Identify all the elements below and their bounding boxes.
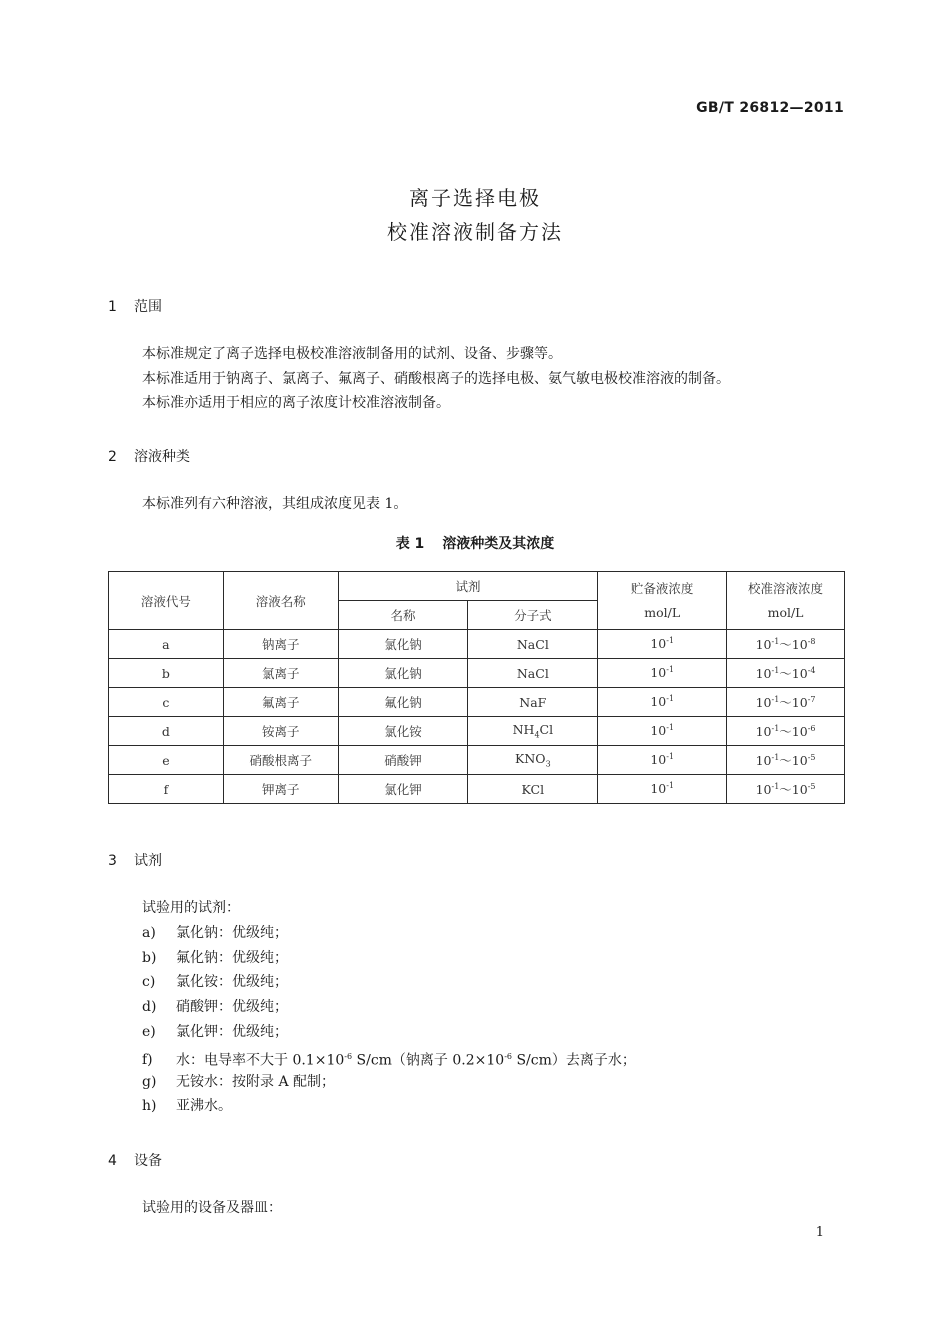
header-formula: 分子式 bbox=[468, 601, 598, 630]
header-stock-concentration bbox=[598, 572, 727, 630]
base: 10 bbox=[650, 781, 667, 797]
cell-calib bbox=[727, 630, 845, 659]
list-text: 氯化钾：优级纯； bbox=[176, 1023, 288, 1040]
range-separator: ～ bbox=[779, 782, 792, 797]
cell-name: 钾离子 bbox=[223, 775, 338, 804]
solutions-intro: 本标准列有六种溶液，其组成浓度见表 1。 bbox=[142, 496, 408, 512]
list-text: 氯化铵：优级纯； bbox=[176, 974, 288, 991]
exponent: -1 bbox=[666, 781, 675, 791]
list-label: h) bbox=[142, 1098, 157, 1115]
table-row bbox=[109, 659, 845, 688]
formula-main: NH bbox=[512, 722, 535, 738]
cell-stock bbox=[598, 659, 727, 688]
exponent: -8 bbox=[807, 636, 816, 646]
list-label: b) bbox=[142, 949, 157, 966]
formula-subscript: 4 bbox=[534, 730, 540, 740]
cell-formula: KCl bbox=[468, 775, 598, 804]
exponent: -1 bbox=[666, 694, 675, 704]
cell-code: e bbox=[109, 746, 224, 775]
list-text: 氯化钠：优级纯； bbox=[176, 924, 288, 941]
cell-code: d bbox=[109, 717, 224, 746]
cell-formula bbox=[468, 746, 598, 775]
table-header-row bbox=[109, 572, 845, 601]
table-row bbox=[109, 630, 845, 659]
section-title: 试剂 bbox=[134, 853, 162, 869]
header-stock-label: 贮备液浓度 bbox=[630, 580, 694, 596]
exponent: -1 bbox=[771, 752, 780, 762]
list-text: 无铵水：按附录 A 配制； bbox=[176, 1073, 336, 1090]
list-text: 硝酸钾：优级纯； bbox=[176, 999, 288, 1016]
header-name: 溶液名称 bbox=[223, 572, 338, 630]
cell-reagent: 氟化钠 bbox=[338, 688, 468, 717]
list-item bbox=[142, 1020, 636, 1045]
section-heading-solution-types bbox=[108, 446, 190, 466]
list-item bbox=[142, 970, 636, 995]
header-reagent-name: 名称 bbox=[338, 601, 468, 630]
exponent: -1 bbox=[666, 723, 675, 733]
list-item bbox=[142, 921, 636, 946]
standard-code: GB/T 26812—2011 bbox=[696, 100, 844, 116]
header-calibration-concentration bbox=[727, 572, 845, 630]
base: 10 bbox=[650, 694, 667, 710]
solution-table bbox=[108, 571, 845, 804]
exponent: -5 bbox=[807, 781, 816, 791]
scope-paragraph: 本标准亦适用于相应的离子浓度计校准溶液制备。 bbox=[142, 395, 450, 411]
section-number: 2 bbox=[108, 449, 117, 465]
base: 10 bbox=[650, 752, 667, 768]
range-separator: ～ bbox=[779, 724, 792, 739]
document-title-line1: 离子选择电极 bbox=[409, 186, 541, 210]
cell-calib bbox=[727, 688, 845, 717]
list-label: c) bbox=[142, 974, 156, 991]
cell-code: f bbox=[109, 775, 224, 804]
list-item bbox=[142, 1070, 636, 1095]
cell-code: a bbox=[109, 630, 224, 659]
range-separator: ～ bbox=[779, 695, 792, 710]
formula-tail: Cl bbox=[539, 722, 554, 738]
base: 10 bbox=[791, 724, 808, 739]
base: 10 bbox=[791, 666, 808, 681]
cell-formula: NaF bbox=[468, 688, 598, 717]
list-label: f) bbox=[142, 1052, 153, 1069]
section-number: 4 bbox=[108, 1153, 117, 1169]
table-row bbox=[109, 688, 845, 717]
list-item bbox=[142, 946, 636, 971]
list-item bbox=[142, 995, 636, 1020]
list-label: g) bbox=[142, 1073, 157, 1090]
scope-paragraph: 本标准规定了离子选择电极校准溶液制备用的试剂、设备、步骤等。 bbox=[142, 346, 562, 362]
cell-name: 铵离子 bbox=[223, 717, 338, 746]
cell-stock bbox=[598, 775, 727, 804]
cell-reagent: 硝酸钾 bbox=[338, 746, 468, 775]
header-reagent: 试剂 bbox=[338, 572, 598, 601]
list-text: 氟化钠：优级纯； bbox=[176, 949, 288, 966]
section-number: 1 bbox=[108, 299, 117, 315]
formula-subscript: 3 bbox=[545, 759, 551, 769]
exponent: -6 bbox=[807, 723, 816, 733]
cell-name: 氯离子 bbox=[223, 659, 338, 688]
cell-name: 硝酸根离子 bbox=[223, 746, 338, 775]
exponent: -1 bbox=[771, 694, 780, 704]
exponent: -1 bbox=[771, 636, 780, 646]
base: 10 bbox=[755, 724, 772, 739]
list-item bbox=[142, 1094, 636, 1119]
cell-stock bbox=[598, 717, 727, 746]
exponent: -1 bbox=[666, 752, 675, 762]
page-number: 1 bbox=[815, 1225, 824, 1240]
cell-formula: NaCl bbox=[468, 659, 598, 688]
section-title: 范围 bbox=[134, 299, 162, 315]
base: 10 bbox=[791, 637, 808, 652]
base: 10 bbox=[791, 695, 808, 710]
exponent: -6 bbox=[344, 1051, 353, 1061]
range-separator: ～ bbox=[779, 753, 792, 768]
base: 10 bbox=[755, 753, 772, 768]
list-label: d) bbox=[142, 999, 157, 1016]
table-row bbox=[109, 717, 845, 746]
exponent: -1 bbox=[771, 665, 780, 675]
cell-name: 钠离子 bbox=[223, 630, 338, 659]
cell-formula: NaCl bbox=[468, 630, 598, 659]
table-label: 表 1 bbox=[395, 536, 425, 552]
list-text: S/cm（钠离子 0.2×10 bbox=[352, 1052, 505, 1069]
cell-stock bbox=[598, 746, 727, 775]
scope-paragraph: 本标准适用于钠离子、氯离子、氟离子、硝酸根离子的选择电极、氨气敏电极校准溶液的制备。 bbox=[142, 370, 730, 387]
exponent: -4 bbox=[807, 665, 816, 675]
base: 10 bbox=[755, 637, 772, 652]
base: 10 bbox=[650, 636, 667, 652]
exponent: -7 bbox=[807, 694, 816, 704]
reagent-list bbox=[142, 896, 636, 1119]
base: 10 bbox=[791, 782, 808, 797]
list-text: 水：电导率不大于 0.1×10 bbox=[176, 1052, 345, 1069]
table-caption-text: 溶液种类及其浓度 bbox=[442, 536, 555, 552]
section-heading-equipment bbox=[108, 1150, 162, 1170]
cell-code: b bbox=[109, 659, 224, 688]
header-calib-label: 校准溶液浓度 bbox=[748, 580, 824, 596]
base: 10 bbox=[755, 695, 772, 710]
table-row bbox=[109, 746, 845, 775]
base: 10 bbox=[791, 753, 808, 768]
equipment-intro: 试验用的设备及器皿： bbox=[142, 1200, 282, 1216]
scope-paragraphs bbox=[142, 342, 730, 416]
reagent-list-intro: 试验用的试剂： bbox=[142, 900, 240, 916]
cell-calib bbox=[727, 746, 845, 775]
exponent: -1 bbox=[666, 636, 675, 646]
cell-name: 氟离子 bbox=[223, 688, 338, 717]
exponent: -1 bbox=[666, 665, 675, 675]
base: 10 bbox=[755, 782, 772, 797]
cell-calib bbox=[727, 717, 845, 746]
list-item bbox=[142, 1045, 636, 1070]
section-heading-scope bbox=[108, 296, 162, 316]
exponent: -6 bbox=[504, 1051, 512, 1061]
cell-calib bbox=[727, 775, 845, 804]
base: 10 bbox=[650, 665, 667, 681]
exponent: -5 bbox=[807, 752, 816, 762]
header-stock-unit: mol/L bbox=[644, 604, 681, 620]
list-label: a) bbox=[142, 924, 156, 941]
exponent: -1 bbox=[771, 781, 780, 791]
exponent: -1 bbox=[771, 723, 780, 733]
base: 10 bbox=[650, 723, 667, 739]
cell-reagent: 氯化钾 bbox=[338, 775, 468, 804]
base: 10 bbox=[755, 666, 772, 681]
range-separator: ～ bbox=[779, 637, 792, 652]
cell-calib bbox=[727, 659, 845, 688]
list-text: S/cm）去离子水； bbox=[512, 1052, 636, 1069]
header-calib-unit: mol/L bbox=[767, 604, 804, 620]
document-title-line2: 校准溶液制备方法 bbox=[387, 220, 563, 244]
table-caption bbox=[0, 533, 950, 553]
section-heading-reagents bbox=[108, 850, 162, 870]
list-label: e) bbox=[142, 1023, 156, 1040]
cell-stock bbox=[598, 688, 727, 717]
section-title: 溶液种类 bbox=[134, 449, 190, 465]
cell-reagent: 氯化铵 bbox=[338, 717, 468, 746]
cell-formula bbox=[468, 717, 598, 746]
cell-reagent: 氯化钠 bbox=[338, 659, 468, 688]
section-number: 3 bbox=[108, 853, 117, 869]
list-text: 亚沸水。 bbox=[176, 1098, 232, 1115]
cell-code: c bbox=[109, 688, 224, 717]
range-separator: ～ bbox=[779, 666, 792, 681]
cell-reagent: 氯化钠 bbox=[338, 630, 468, 659]
cell-stock bbox=[598, 630, 727, 659]
formula-main: KNO bbox=[515, 751, 546, 767]
section-title: 设备 bbox=[134, 1153, 162, 1169]
header-code: 溶液代号 bbox=[109, 572, 224, 630]
table-row bbox=[109, 775, 845, 804]
